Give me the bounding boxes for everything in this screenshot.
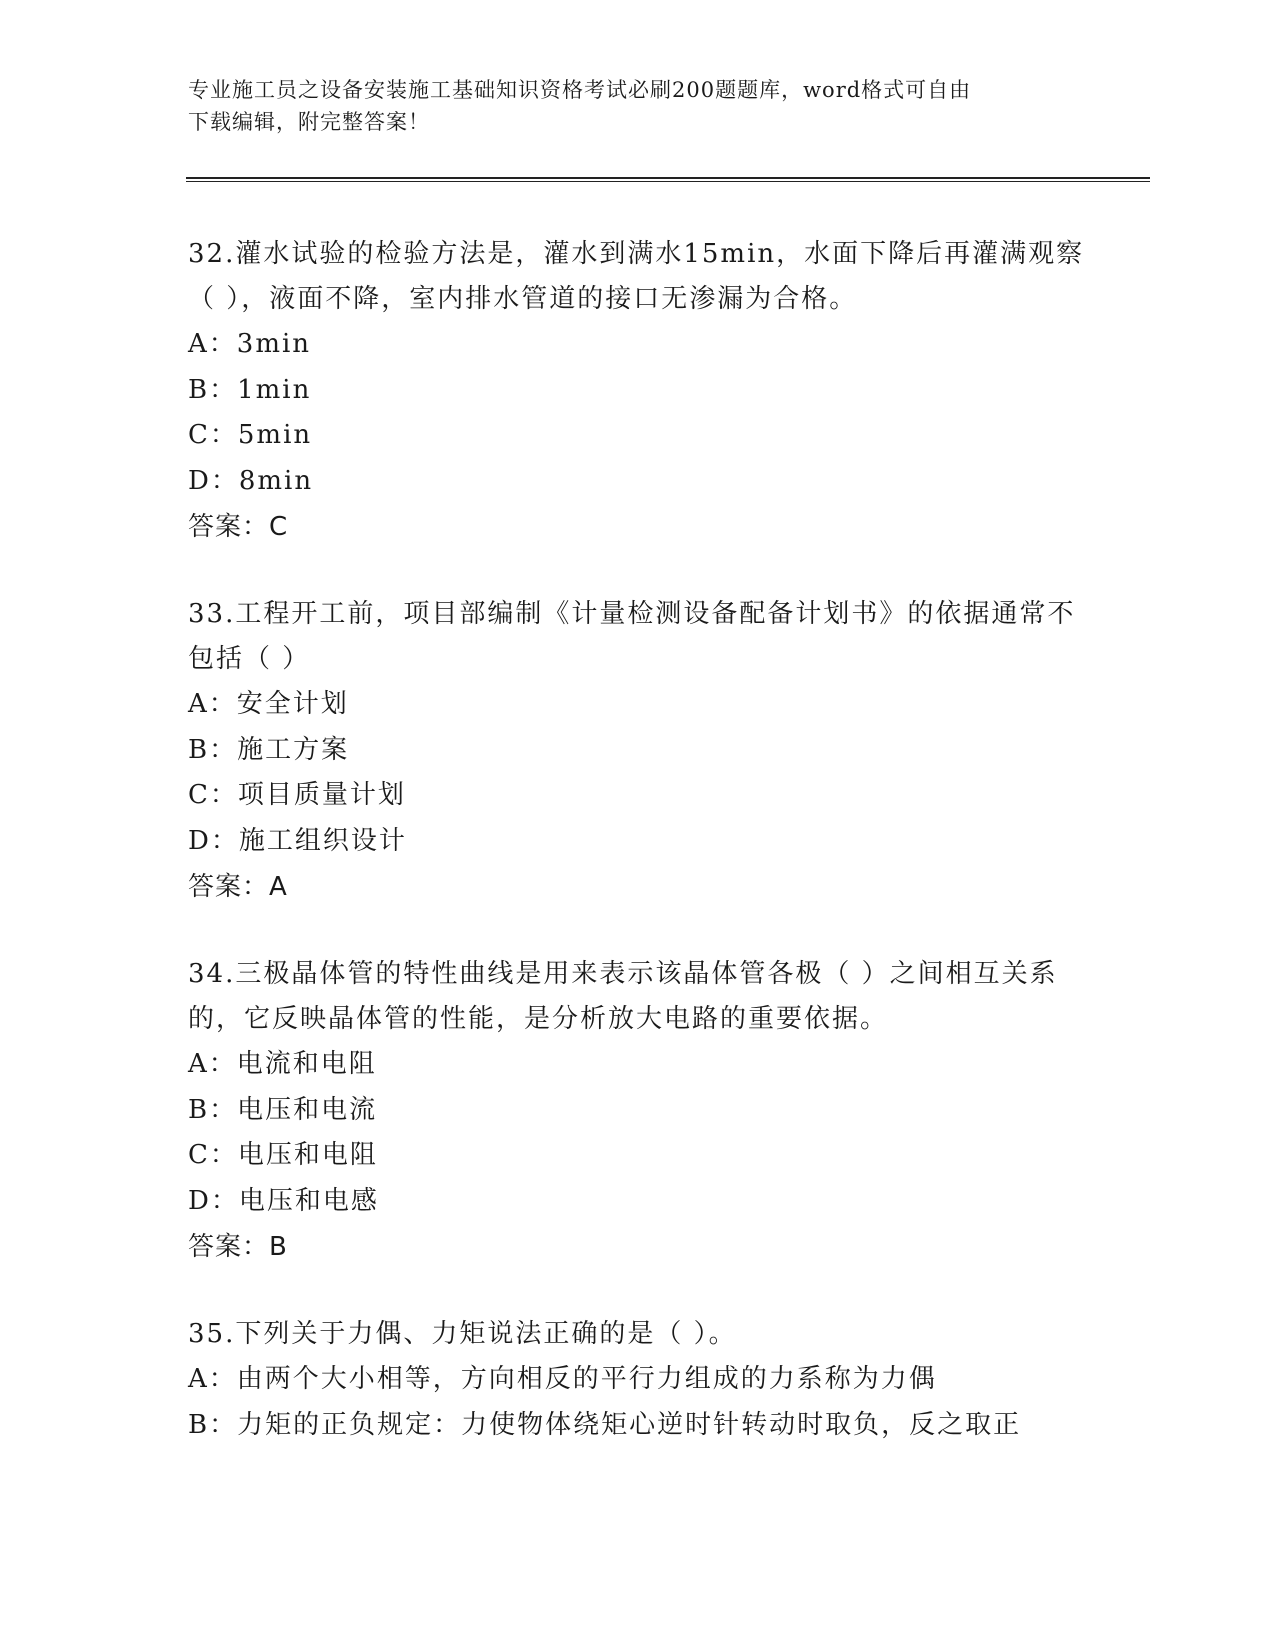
option-b: B：力矩的正负规定：力使物体绕矩心逆时针转动时取负，反之取正 — [188, 1409, 1022, 1440]
option-d: D：施工组织设计 — [188, 825, 407, 856]
question-32 — [188, 232, 1088, 550]
option-c: C：电压和电阻 — [188, 1140, 378, 1170]
answer-line: 答案：A — [188, 872, 288, 902]
option-c: C：项目质量计划 — [188, 780, 406, 810]
document-header — [188, 74, 1088, 138]
question-stem: 32.灌水试验的检验方法是，灌水到满水15min，水面下降后再灌满观察（ ），液面不降，室内排水管道的接口无渗漏为合格。 — [188, 239, 1085, 314]
header-line-1: 专业施工员之设备安装施工基础知识资格考试必刷200题题库，word格式可自由 — [188, 78, 972, 102]
header-line-2: 下载编辑，附完整答案！ — [188, 110, 430, 134]
option-a: A：由两个大小相等，方向相反的平行力组成的力系称为力偶 — [188, 1364, 937, 1394]
header-divider — [186, 177, 1150, 179]
question-33 — [188, 592, 1088, 910]
question-stem: 34.三极晶体管的特性曲线是用来表示该晶体管各极（ ）之间相互关系的，它反映晶体管的性能，是分析放大电路的重要依据。 — [188, 959, 1058, 1034]
question-34 — [188, 952, 1088, 1270]
option-d: D：电压和电感 — [188, 1185, 379, 1216]
option-b: B：电压和电流 — [188, 1094, 378, 1125]
option-a: A：3min — [188, 329, 312, 359]
option-a: A：电流和电阻 — [188, 1049, 377, 1079]
answer-line: 答案：B — [188, 1232, 288, 1262]
answer-line: 答案：C — [188, 512, 289, 542]
option-c: C：5min — [188, 420, 313, 450]
question-stem: 35.下列关于力偶、力矩说法正确的是（ ）。 — [188, 1319, 737, 1349]
question-stem: 33.工程开工前，项目部编制《计量检测设备配备计划书》的依据通常不包括（ ） — [188, 599, 1076, 674]
question-list — [188, 232, 1088, 1490]
option-b: B：施工方案 — [188, 734, 350, 765]
question-35 — [188, 1312, 1088, 1448]
option-b: B：1min — [188, 374, 312, 405]
header-divider-thin — [186, 181, 1150, 182]
option-d: D：8min — [188, 465, 314, 496]
option-a: A：安全计划 — [188, 689, 349, 719]
